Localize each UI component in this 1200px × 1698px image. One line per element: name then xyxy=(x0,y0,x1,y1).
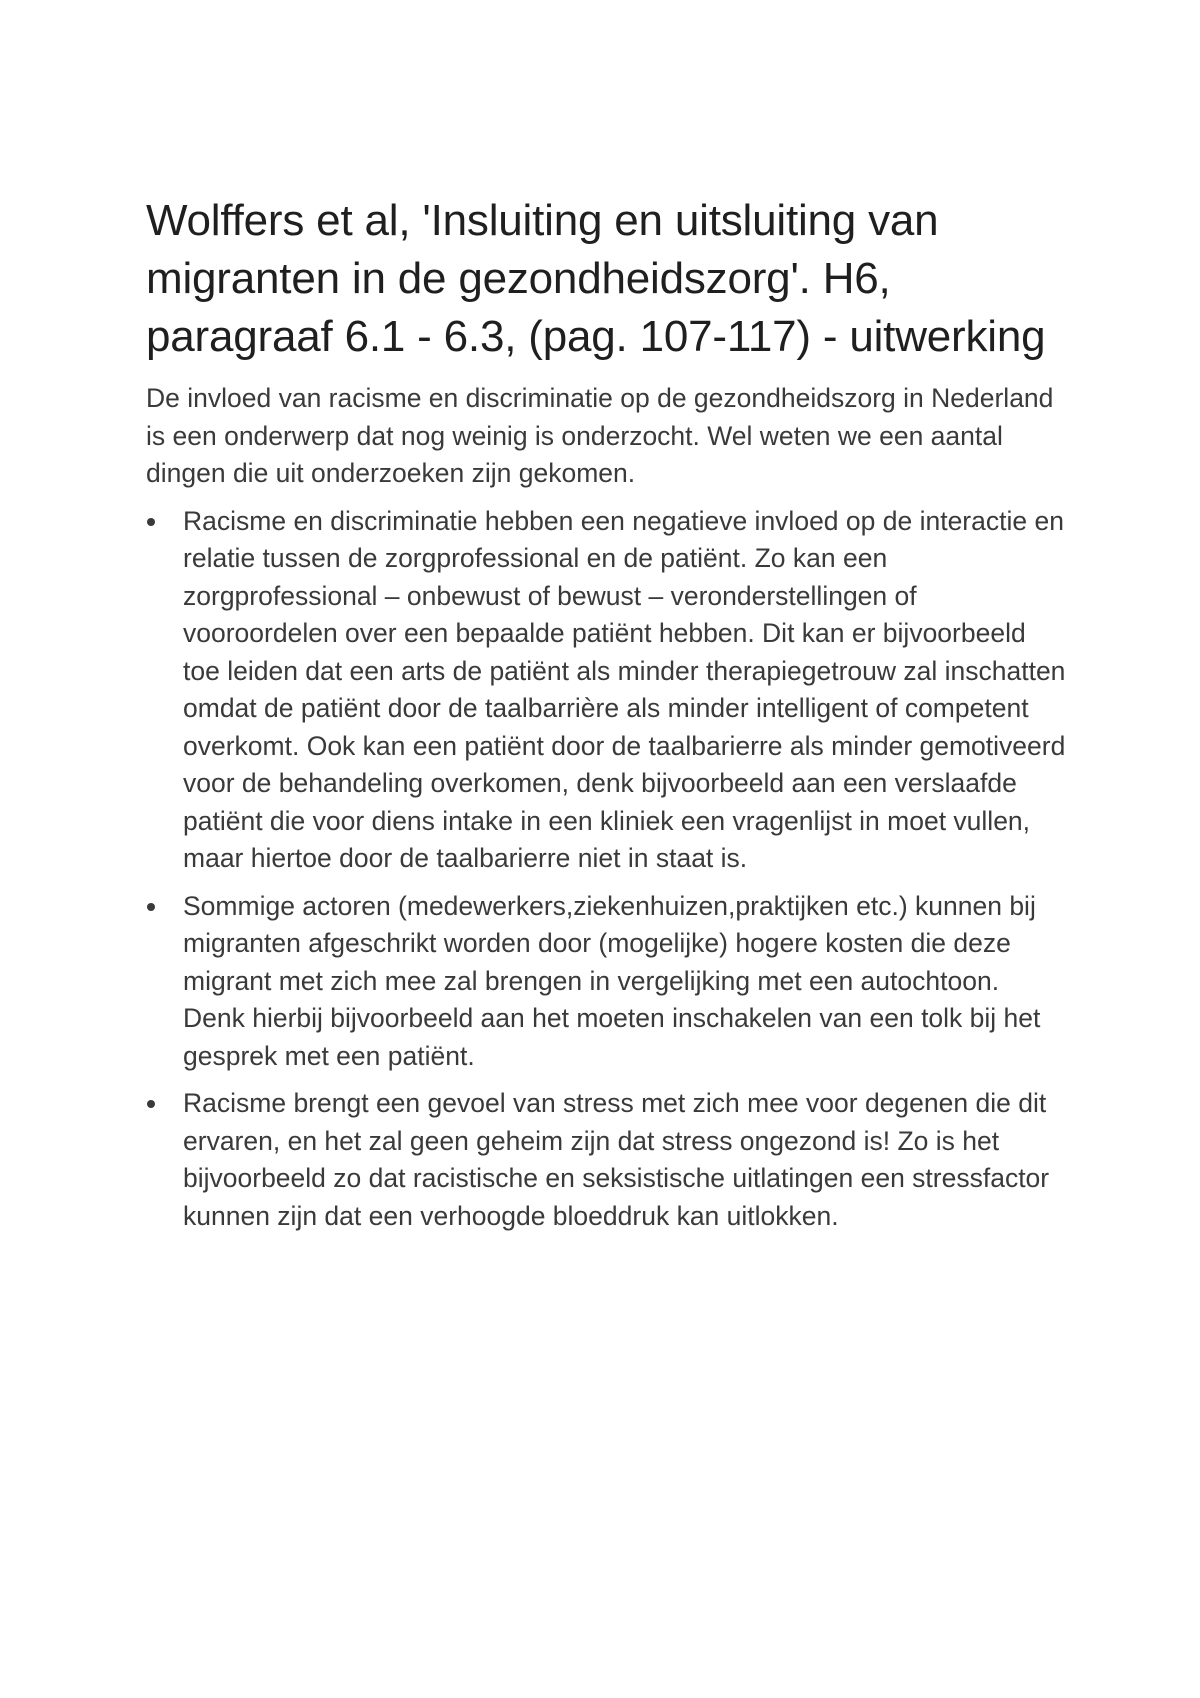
list-item xyxy=(146,888,1066,1076)
bullet-icon xyxy=(147,903,155,911)
list-item xyxy=(146,1085,1066,1235)
bullet-list xyxy=(146,503,1066,1236)
document-title: Wolffers et al, 'Insluiting en uitsluiting van migranten in de gezondheidszorg'. H6, paragraaf 6.1 - 6.3, (pag. 107-117) - uitwerking xyxy=(146,196,1046,361)
intro-paragraph: De invloed van racisme en discriminatie op de gezondheidszorg in Nederland is een onderwerp dat nog weinig is onderzocht. Wel weten we een aantal dingen die uit onderzoeken zijn gekomen. xyxy=(146,383,1054,488)
list-item-text: Racisme en discriminatie hebben een negatieve invloed op de interactie en relatie tussen de zorgprofessional en de patiënt. Zo kan een zorgprofessional – onbewust of bewust – veronderstellingen of vooroordelen over een bepaalde patiënt hebben. Dit kan er bijvoorbeeld toe leiden dat een arts de patiënt als minder therapiegetrouw zal inschatten omdat de patiënt door de taalbarrière als minder intelligent of competent overkomt. Ook kan een patiënt door de taalbarierre als minder gemotiveerd voor de behandeling overkomen, denk bijvoorbeeld aan een verslaafde patiënt die voor diens intake in een kliniek een vragenlijst in moet vullen, maar hiertoe door de taalbarierre niet in staat is. xyxy=(183,505,1066,873)
list-item-text: Racisme brengt een gevoel van stress met zich mee voor degenen die dit ervaren, en het zal geen geheim zijn dat stress ongezond is! Zo is het bijvoorbeeld zo dat racistische en seksistische uitlatingen een stressfactor kunnen zijn dat een verhoogde bloeddruk kan uitlokken. xyxy=(183,1088,1050,1231)
bullet-icon xyxy=(147,1100,155,1108)
list-item-text: Sommige actoren (medewerkers,ziekenhuizen,praktijken etc.) kunnen bij migranten afgeschrikt worden door (mogelijke) hogere kosten die deze migrant met zich mee zal brengen in vergelijking met een autochtoon. Denk hierbij bijvoorbeeld aan het moeten inschakelen van een tolk bij het gesprek met een patiënt. xyxy=(183,890,1041,1071)
list-item xyxy=(146,503,1066,878)
document-page xyxy=(146,192,1066,1245)
bullet-icon xyxy=(147,518,155,526)
